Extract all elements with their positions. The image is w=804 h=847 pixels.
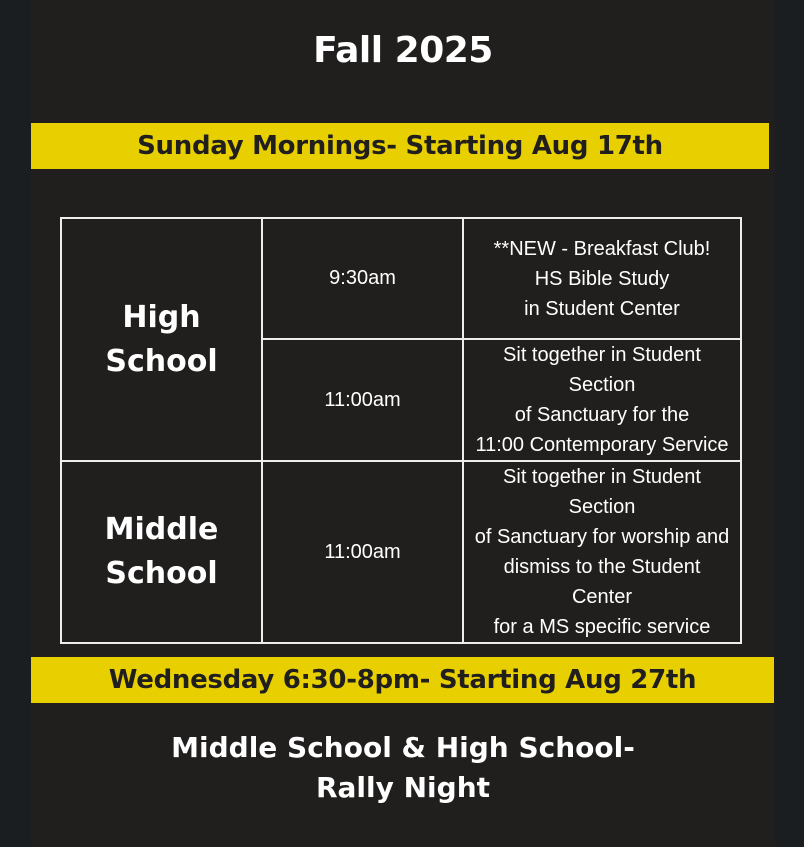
sunday-schedule-table [60, 217, 742, 644]
session-description [463, 218, 741, 339]
session-time: 11:00am [262, 461, 463, 643]
rally-night-text [31, 728, 775, 808]
session-time: 11:00am [262, 339, 463, 461]
table-row [61, 461, 741, 643]
high-school-label [61, 218, 262, 461]
session-time: 9:30am [262, 218, 463, 339]
rally-line: Middle School & High School- [171, 731, 635, 764]
group-label-line: School [105, 343, 218, 379]
description-line: of Sanctuary for the [514, 404, 690, 426]
description-line: for a MS specific service [493, 616, 711, 638]
table-row [61, 218, 741, 339]
middle-school-label [61, 461, 262, 643]
description-line: of Sanctuary for worship and [474, 526, 730, 548]
description-line: 11:00 Contemporary Service [475, 434, 729, 456]
rally-line: Rally Night [315, 771, 491, 804]
description-line: **NEW - Breakfast Club! [493, 237, 711, 260]
group-label-line: School [105, 556, 218, 591]
page-title: Fall 2025 [313, 30, 493, 71]
group-label-line: High [122, 299, 201, 335]
description-line: Sit together in Student Section [503, 344, 701, 396]
sunday-banner: Sunday Mornings- Starting Aug 17th [31, 123, 769, 169]
session-description [463, 339, 741, 461]
group-label-line: Middle [104, 512, 219, 547]
schedule-page [31, 0, 775, 847]
description-line: Sit together in Student Section [503, 466, 701, 518]
session-description [463, 461, 741, 643]
description-line: HS Bible Study [534, 267, 670, 290]
description-line: dismiss to the Student Center [503, 556, 701, 608]
wednesday-banner: Wednesday 6:30-8pm- Starting Aug 27th [31, 657, 774, 703]
description-line: in Student Center [524, 297, 680, 320]
